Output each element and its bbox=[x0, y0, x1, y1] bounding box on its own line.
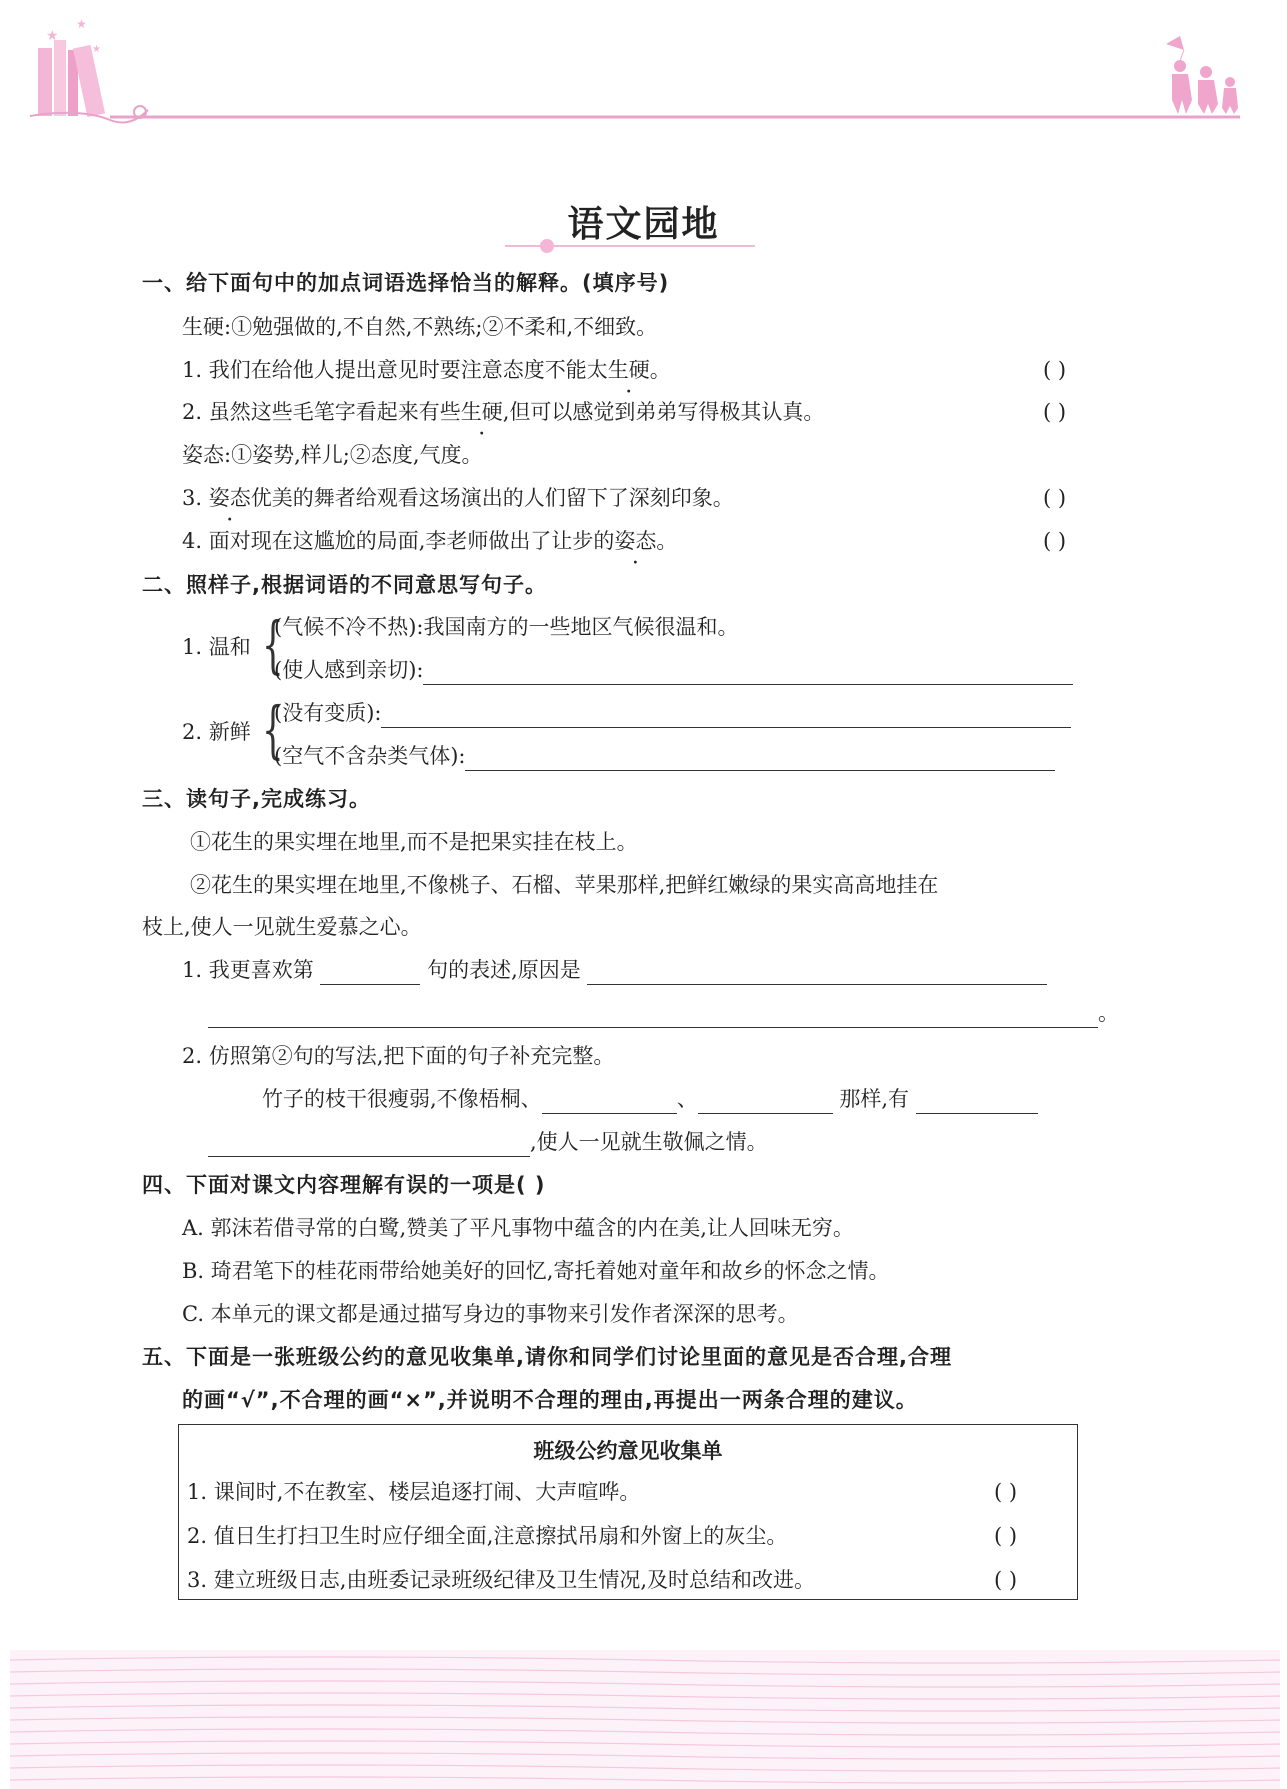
dotted-word: 生硬 bbox=[460, 400, 503, 424]
svg-text:★: ★ bbox=[92, 44, 101, 55]
question-1: 1. 我们在给他人提出意见时要注意态度不能太生硬。 bbox=[182, 355, 671, 385]
word-xinxian-label: 2. 新鲜 bbox=[182, 720, 251, 744]
answer-paren-table-1[interactable]: ( ) bbox=[994, 1480, 1018, 1504]
option-c[interactable]: C. 本单元的课文都是通过描写身边的事物来引发作者深深的思考。 bbox=[182, 1302, 799, 1326]
sentence-2a: ②花生的果实埋在地里,不像桃子、石榴、苹果那样,把鲜红嫩绿的果实高高地挂在 bbox=[190, 873, 939, 897]
answer-line[interactable] bbox=[465, 748, 1055, 771]
section4-heading: 四、下面对课文内容理解有误的一项是( ) bbox=[142, 1173, 546, 1197]
opinion-table bbox=[178, 1424, 1078, 1600]
dotted-word: 姿态 bbox=[208, 486, 251, 510]
page-title: 语文园地 bbox=[567, 203, 720, 245]
section3-heading: 三、读句子,完成练习。 bbox=[142, 787, 371, 811]
option-a[interactable]: A. 郭沫若借寻常的白鹭,赞美了平凡事物中蕴含的内在美,让人回味无穷。 bbox=[182, 1216, 854, 1240]
answer-line[interactable] bbox=[208, 1005, 1098, 1028]
answer-paren-2[interactable]: ( ) bbox=[1043, 400, 1067, 424]
answer-line[interactable] bbox=[423, 662, 1073, 685]
wenhe-example: (气候不冷不热):我国南方的一些地区气候很温和。 bbox=[274, 615, 739, 639]
section2-heading: 二、照样子,根据词语的不同意思写句子。 bbox=[142, 573, 547, 597]
question-3-2: 2. 仿照第②句的写法,把下面的句子补充完整。 bbox=[182, 1044, 615, 1068]
children-kite-icon bbox=[1166, 36, 1238, 114]
answer-paren-4[interactable]: ( ) bbox=[1043, 529, 1067, 553]
xinxian-prompt-2: (空气不含杂类气体): bbox=[274, 741, 1055, 771]
answer-paren-3[interactable]: ( ) bbox=[1043, 486, 1067, 510]
answer-paren-table-2[interactable]: ( ) bbox=[994, 1524, 1018, 1548]
fill-sentence-a: 竹子的枝干很瘦弱,不像梧桐、 、 那样,有 bbox=[262, 1084, 1038, 1114]
answer-line[interactable] bbox=[587, 962, 1047, 985]
answer-line[interactable] bbox=[698, 1091, 833, 1114]
answer-line[interactable] bbox=[208, 1134, 530, 1157]
brace-icon: { bbox=[262, 693, 284, 766]
fill-sentence-b: ,使人一见就生敬佩之情。 bbox=[208, 1127, 768, 1157]
question-2: 2. 虽然这些毛笔字看起来有些生硬,但可以感觉到弟弟写得极其认真。 bbox=[182, 397, 824, 427]
definition-zitai: 姿态:①姿势,样儿;②态度,气度。 bbox=[182, 443, 483, 467]
question-4: 4. 面对现在这尴尬的局面,李老师做出了让步的姿态。 bbox=[182, 526, 677, 556]
table-row: 1. 课间时,不在教室、楼层追逐打闹、大声喧哗。 bbox=[187, 1480, 641, 1504]
dotted-word: 姿态 bbox=[614, 529, 657, 553]
section1-heading: 一、给下面句中的加点词语选择恰当的解释。(填序号) bbox=[142, 271, 670, 295]
svg-text:★: ★ bbox=[76, 17, 87, 31]
question-3-1: 1. 我更喜欢第 句的表述,原因是 bbox=[182, 955, 1047, 985]
answer-line[interactable] bbox=[916, 1091, 1038, 1114]
question-3: 3. 姿态优美的舞者给观看这场演出的人们留下了深刻印象。 bbox=[182, 483, 734, 513]
header-decoration bbox=[0, 0, 1287, 140]
sentence-1: ①花生的果实埋在地里,而不是把果实挂在枝上。 bbox=[190, 830, 638, 854]
definition-shengying: 生硬:①勉强做的,不自然,不熟练;②不柔和,不细致。 bbox=[182, 315, 658, 339]
table-title: 班级公约意见收集单 bbox=[533, 1439, 723, 1463]
dotted-word: 生硬 bbox=[607, 358, 650, 382]
section5-heading-2: 的画“√”,不合理的画“×”,并说明不合理的理由,再提出一两条合理的建议。 bbox=[182, 1388, 918, 1412]
answer-paren-1[interactable]: ( ) bbox=[1043, 358, 1067, 382]
books-icon bbox=[30, 17, 148, 122]
answer-line[interactable] bbox=[320, 962, 420, 985]
footer-decoration bbox=[10, 1650, 1280, 1789]
svg-text:★: ★ bbox=[46, 28, 59, 44]
answer-line[interactable] bbox=[381, 705, 1071, 728]
title-underline bbox=[505, 236, 755, 256]
table-row: 2. 值日生打扫卫生时应仔细全面,注意擦拭吊扇和外窗上的灰尘。 bbox=[187, 1524, 788, 1548]
question-3-1-cont: 。 bbox=[208, 998, 1119, 1028]
answer-line[interactable] bbox=[542, 1091, 677, 1114]
sentence-2b: 枝上,使人一见就生爱慕之心。 bbox=[142, 915, 422, 939]
answer-paren-table-3[interactable]: ( ) bbox=[994, 1568, 1018, 1592]
wenhe-prompt: (使人感到亲切): bbox=[274, 655, 1073, 685]
table-row: 3. 建立班级日志,由班委记录班级纪律及卫生情况,及时总结和改进。 bbox=[187, 1568, 816, 1592]
xinxian-prompt-1: (没有变质): bbox=[274, 698, 1071, 728]
word-wenhe-label: 1. 温和 bbox=[182, 635, 251, 659]
option-b[interactable]: B. 琦君笔下的桂花雨带给她美好的回忆,寄托着她对童年和故乡的怀念之情。 bbox=[182, 1259, 890, 1283]
section5-heading-1: 五、下面是一张班级公约的意见收集单,请你和同学们讨论里面的意见是否合理,合理 bbox=[142, 1345, 952, 1369]
brace-icon: { bbox=[262, 608, 284, 681]
